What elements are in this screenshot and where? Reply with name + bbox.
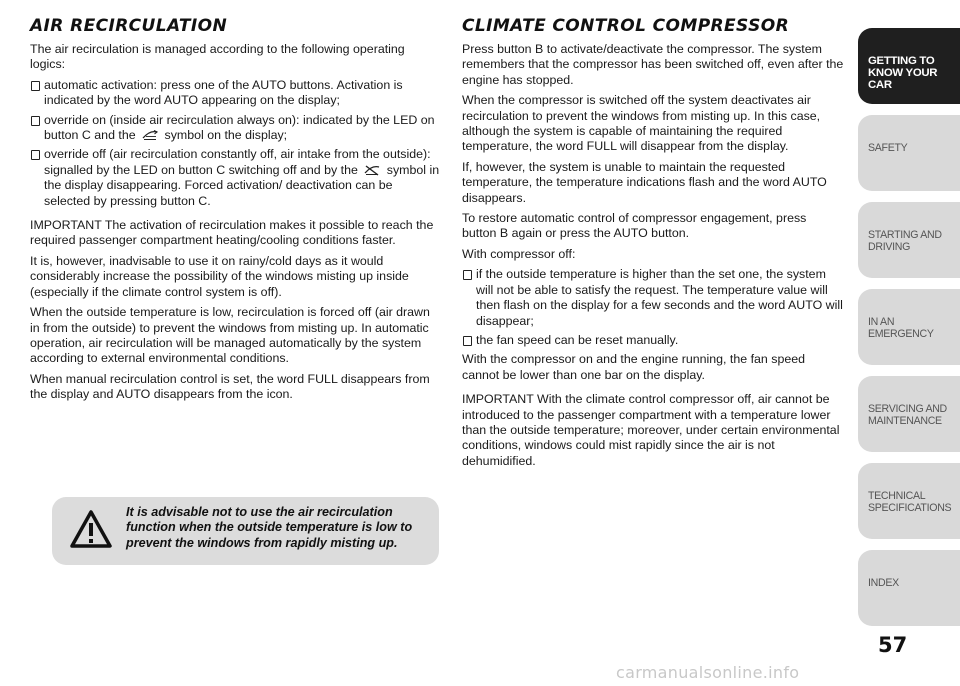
tab-label: TECHNICAL SPECIFICATIONS xyxy=(868,490,952,514)
tab-safety[interactable] xyxy=(858,115,960,191)
tab-starting-and-driving[interactable] xyxy=(858,202,960,278)
paragraph: With the compressor on and the engine running, the fan speed cannot be lower than one bar on the display. xyxy=(462,352,806,382)
bullet-text: override off (air recirculation constantly off, air intake from the outside): signalled by the LED on button C switching off and by the xyxy=(44,147,431,177)
warning-box xyxy=(52,497,439,565)
paragraph: If, however, the system is unable to maintain the requested temperature, the temperature indications flash and the word AUTO disappears. xyxy=(462,159,827,205)
important-paragraph: IMPORTANT With the climate control compressor off, air cannot be introduced to the passenger compartment with a temperature lower than the outside temperature; moreover, under certain environmental conditions, windows could mist rapidly since the air is not dehumidified. xyxy=(462,392,840,468)
bullet-fan-speed: the fan speed can be reset manually. xyxy=(462,333,844,348)
paragraph: With compressor off: xyxy=(462,246,576,261)
left-column xyxy=(30,14,440,408)
tab-label: STARTING AND DRIVING xyxy=(868,229,942,253)
recirculation-icon xyxy=(141,129,159,141)
bullet-override-on xyxy=(30,113,440,144)
tab-getting-to-know-your-car[interactable] xyxy=(858,28,960,104)
tab-technical-specifications[interactable] xyxy=(858,463,960,539)
tab-label: IN AN EMERGENCY xyxy=(868,316,934,340)
section-title-compressor: CLIMATE CONTROL COMPRESSOR xyxy=(462,16,790,36)
tab-label: SERVICING AND MAINTENANCE xyxy=(868,403,947,427)
tab-in-an-emergency[interactable] xyxy=(858,289,960,365)
bullet-text: symbol on the display; xyxy=(164,128,288,143)
tab-servicing-and-maintenance[interactable] xyxy=(858,376,960,452)
bullet-automatic-activation: automatic activation: press one of the AUTO buttons. Activation is indicated by the word AUTO appearing on the display; xyxy=(30,78,440,109)
bullet-outside-temperature: if the outside temperature is higher than the set one, the system will not be able to satisfy the request. The temperature value will then flash on the display for a few seconds and the word AUTO will disappear; xyxy=(462,267,844,329)
important-paragraph: IMPORTANT The activation of recirculation makes it possible to reach the required passenger compartment heating/cooling conditions faster. xyxy=(30,218,434,248)
tab-label: SAFETY xyxy=(868,142,908,154)
watermark: carmanualsonline.info xyxy=(616,663,800,682)
tab-index[interactable] xyxy=(858,550,960,626)
chapter-tabs xyxy=(858,28,960,637)
paragraph: When the outside temperature is low, recirculation is forced off (air drawn in from the outside) to prevent the windows from misting up. In automatic operation, air recirculation will be managed automatically by the system according to external environmental conditions. xyxy=(30,305,430,366)
tab-label: INDEX xyxy=(868,577,899,589)
warning-text: It is advisable not to use the air recirculation function when the outside temperature is low to prevent the windows from rapidly misting up. xyxy=(126,505,413,550)
bullet-text: symbol in the display disappearing. Forced activation/ deactivation can be selected by pressing button C. xyxy=(44,162,440,208)
tab-label: GETTING TO KNOW YOUR CAR xyxy=(868,55,938,91)
intro-paragraph: The air recirculation is managed according to the following operating logics: xyxy=(30,42,405,72)
paragraph: When manual recirculation control is set, the word FULL disappears from the display and AUTO disappears from the icon. xyxy=(30,371,430,402)
paragraph: When the compressor is switched off the system deactivates air recirculation to prevent the windows from misting up. In this case, although the system is capable of maintaining the required temperature, the word FULL will disappear from the display. xyxy=(462,93,821,154)
right-column xyxy=(462,14,844,474)
bullet-text: override on (inside air recirculation always on): indicated by the LED on button C and the xyxy=(44,112,435,143)
paragraph: To restore automatic control of compressor engagement, press button B again or press the AUTO button. xyxy=(462,211,807,241)
recirculation-crossed-icon xyxy=(363,164,381,176)
paragraph: It is, however, inadvisable to use it on rainy/cold days as it would considerably increase the possibility of the windows misting up inside (especially if the climate control system is off). xyxy=(30,253,409,299)
page-number: 57 xyxy=(878,633,908,657)
warning-triangle-icon xyxy=(70,509,112,549)
bullet-override-off xyxy=(30,147,440,209)
paragraph: Press button B to activate/deactivate the compressor. The system remembers that the compressor has been switched off, even after the engine has stopped. xyxy=(462,42,844,87)
section-title-air-recirculation: AIR RECIRCULATION xyxy=(30,16,228,36)
